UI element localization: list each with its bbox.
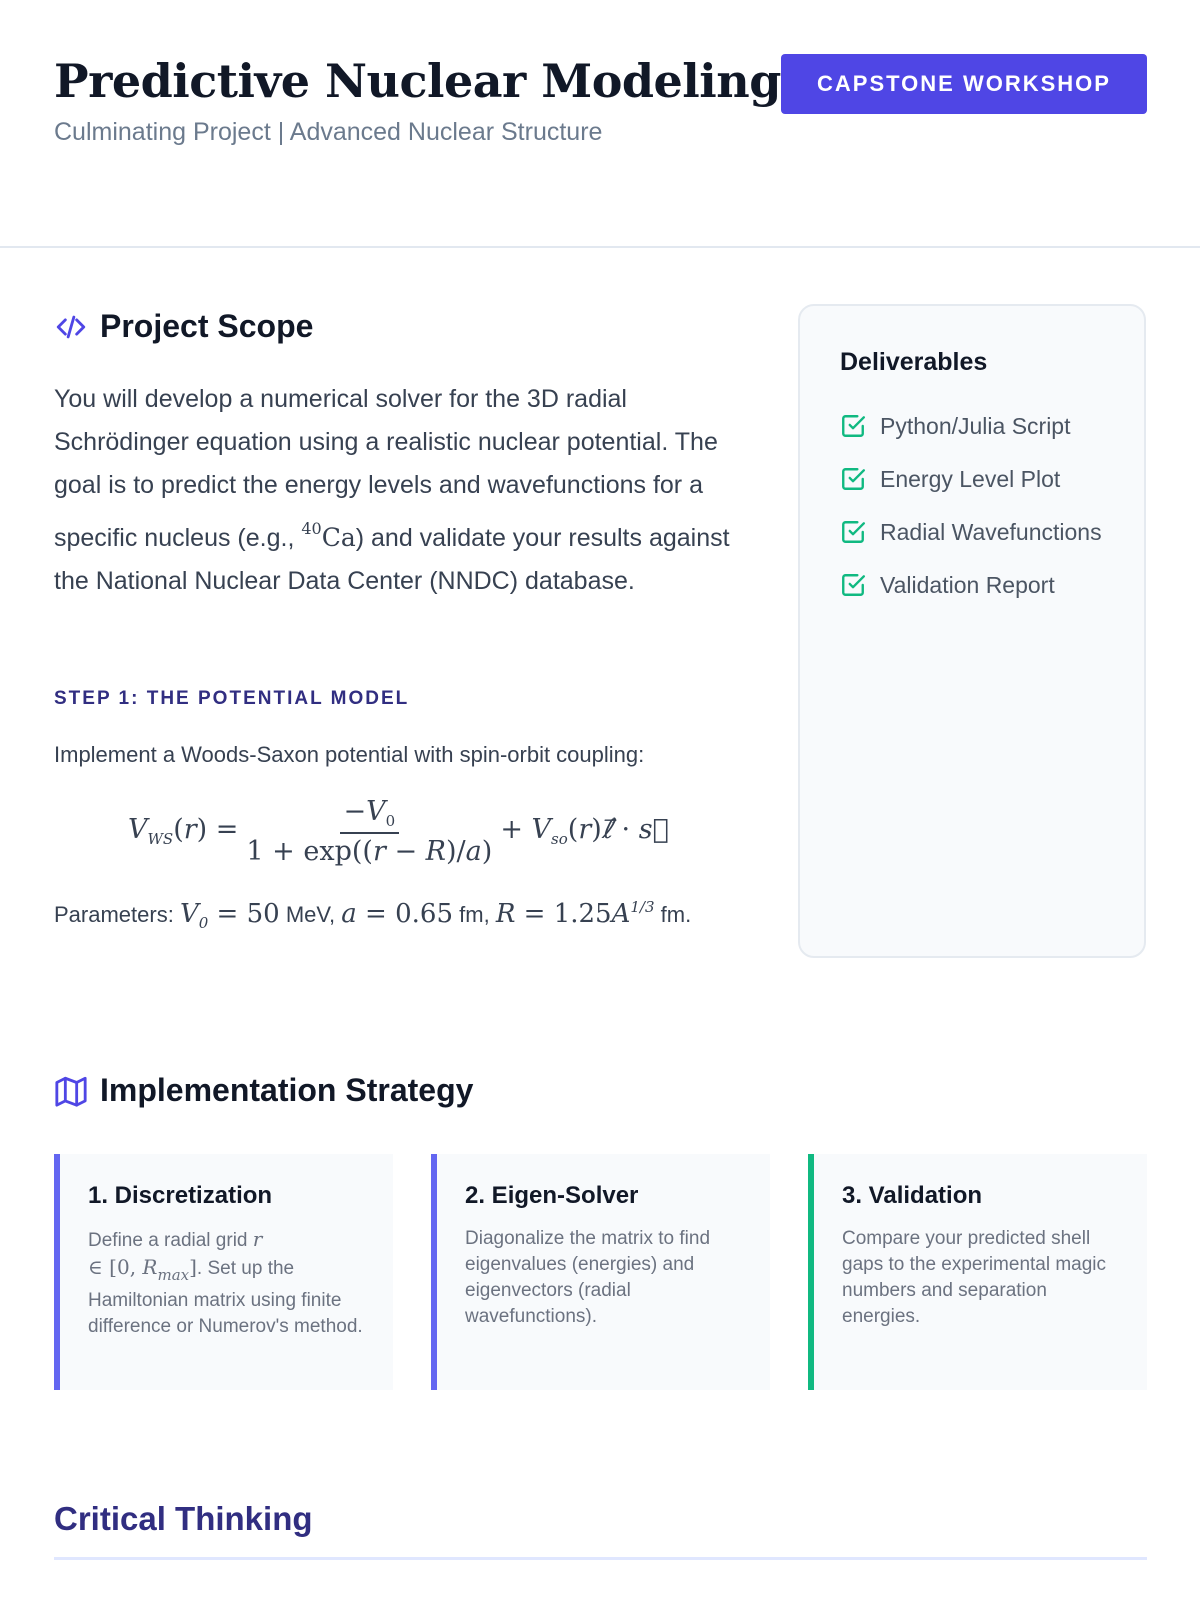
- page-subtitle: Culminating Project | Advanced Nuclear Structure: [54, 118, 603, 146]
- check-square-icon: [840, 519, 866, 545]
- param-a: 0.65: [395, 899, 453, 929]
- equation-fraction: $\frac{-V_0}{1 + \exp((r - R)/a)}$: [246, 795, 493, 867]
- intro-text-end: ) and validate your results against the National Nuclear Data Center (NNDC) database.: [54, 524, 730, 595]
- critical-divider: [54, 1557, 1147, 1560]
- card-text-a: Define a radial grid: [88, 1230, 248, 1251]
- deliverable-item: [840, 569, 1130, 602]
- page-title: Predictive Nuclear Modeling: [54, 54, 781, 108]
- card-title: 1. Discretization: [88, 1182, 273, 1209]
- deliverable-item: [840, 463, 1130, 496]
- project-intro: [54, 378, 754, 603]
- param-v0-unit: MeV,: [285, 902, 336, 927]
- project-scope-heading: [54, 308, 313, 345]
- card-text: Compare your predicted shell gaps to the experimental magic numbers and separation energies.: [842, 1228, 1107, 1327]
- param-v0: 50: [246, 899, 280, 929]
- card-title: 2. Eigen-Solver: [465, 1182, 639, 1209]
- card-text: Diagonalize the matrix to find eigenvalues (energies) and eigenvectors (radial wavefunctions).: [465, 1228, 711, 1327]
- isotope-symbol: Ca: [321, 523, 356, 552]
- step-label: STEP 1: THE POTENTIAL MODEL: [54, 688, 410, 709]
- param-a-unit: fm,: [459, 902, 490, 927]
- param-r: 1.25: [553, 899, 612, 929]
- deliverables-panel: [798, 304, 1146, 958]
- deliverable-label: Radial Wavefunctions: [880, 519, 1102, 545]
- header-divider: [0, 246, 1200, 248]
- code-icon: [54, 310, 88, 344]
- check-square-icon: [840, 466, 866, 492]
- section-title: Implementation Strategy: [100, 1072, 474, 1108]
- card-text-b: . Set up the Hamiltonian matrix using finite difference or Numerov's method.: [88, 1258, 363, 1337]
- deliverables-list: [840, 410, 1130, 622]
- strategy-card-discretization: [54, 1154, 393, 1390]
- card-title: 3. Validation: [842, 1182, 983, 1209]
- implementation-heading: [54, 1072, 473, 1109]
- deliverables-title: Deliverables: [840, 348, 988, 376]
- page-header: [54, 52, 1147, 152]
- check-square-icon: [840, 572, 866, 598]
- potential-parameters: Parameters: $V_0 = 50$ MeV, a = 0.65 fm, $R = 1.25A^{1/3}$ fm.: [54, 898, 692, 932]
- isotope-mass: 40: [301, 519, 322, 538]
- deliverable-item: [840, 516, 1130, 549]
- section-title: Project Scope: [100, 308, 314, 344]
- deliverable-label: Validation Report: [880, 572, 1055, 598]
- strategy-cards: [54, 1154, 1147, 1390]
- critical-thinking-heading: Critical Thinking: [54, 1500, 313, 1537]
- deliverable-label: Energy Level Plot: [880, 466, 1061, 492]
- step-text: Implement a Woods-Saxon potential with spin-orbit coupling:: [54, 742, 645, 767]
- map-icon: [54, 1074, 88, 1108]
- card-text: Define a radial grid r ∈ [0, $R_{max}$]. Set up the Hamiltonian matrix using finite difference or Numerov's method.: [88, 1227, 363, 1337]
- capstone-badge: CAPSTONE WORKSHOP: [781, 54, 1147, 114]
- deliverable-label: Python/Julia Script: [880, 413, 1071, 439]
- woods-saxon-equation: $V_{WS}(r)$ = $\frac{-V_0}{1 + \exp((r - R)/a)}$ + $V_{so}(r)\ell⃗$ · s⃗: [128, 795, 669, 867]
- deliverable-item: [840, 410, 1130, 443]
- strategy-card-validation: [808, 1154, 1147, 1390]
- param-r-unit: fm.: [660, 902, 692, 927]
- strategy-card-eigen-solver: [431, 1154, 770, 1390]
- check-square-icon: [840, 413, 866, 439]
- intro-text: You will develop a numerical solver for the 3D radial Schrödinger equation using a realistic nuclear potential. The goal is to predict the energy levels and wavefunctions for a specific nucleus (e.g.,: [54, 385, 718, 552]
- params-label: Parameters:: [54, 902, 174, 927]
